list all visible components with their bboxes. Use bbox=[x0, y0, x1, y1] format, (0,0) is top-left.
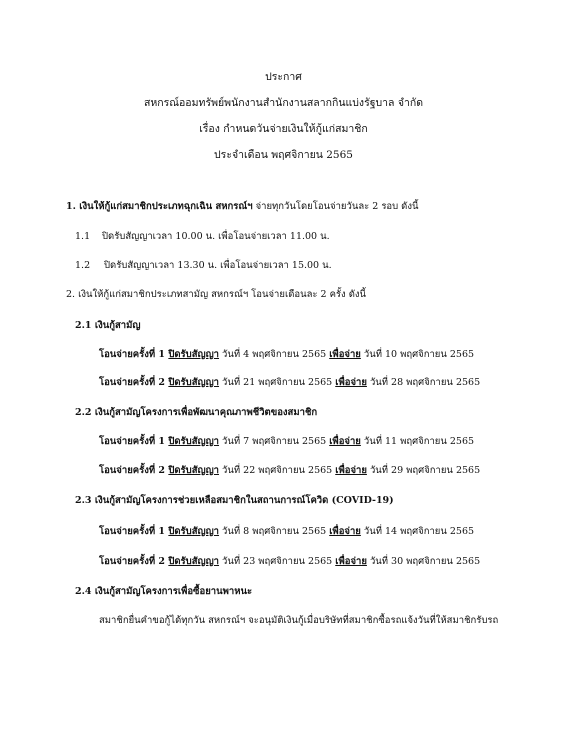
doc-month: ประจำเดือน พฤศจิกายน 2565 bbox=[214, 149, 353, 161]
pay-label: เพื่อจ่าย bbox=[335, 556, 367, 567]
pay-date: วันที่ 28 พฤศจิกายน 2565 bbox=[366, 377, 481, 388]
close-date: วันที่ 8 พฤศจิกายน 2565 bbox=[219, 526, 330, 537]
row-lead: โอนจ่ายครั้งที่ 2 bbox=[99, 556, 169, 567]
section1-item-2-text: ปิดรับสัญญาเวลา 13.30 น. เพื่อโอนจ่ายเวลา 15.00 น. bbox=[104, 260, 332, 271]
doc-title: ประกาศ bbox=[265, 71, 302, 83]
sub3-heading: 2.3 เงินกู้สามัญโครงการช่วยเหลือสมาชิกในสถานการณ์โควิด (COVID-19) bbox=[75, 495, 394, 506]
close-date: วันที่ 23 พฤศจิกายน 2565 bbox=[219, 556, 336, 567]
section1-item-1-text: ปิดรับสัญญาเวลา 10.00 น. เพื่อโอนจ่ายเวลา 11.00 น. bbox=[102, 231, 330, 242]
sub4-text: สมาชิกยื่นคำขอกู้ได้ทุกวัน สหกรณ์ฯ จะอนุมัติเงินกู้เมื่อบริษัทที่สมาชิกซื้อรถแจ้งวันที่ให้สมาชิกรับรถ bbox=[99, 615, 499, 626]
pay-label: เพื่อจ่าย bbox=[335, 465, 367, 476]
close-label: ปิดรับสัญญา bbox=[168, 349, 220, 360]
close-date: วันที่ 22 พฤศจิกายน 2565 bbox=[219, 465, 336, 476]
close-date: วันที่ 21 พฤศจิกายน 2565 bbox=[219, 377, 336, 388]
close-label: ปิดรับสัญญา bbox=[168, 377, 220, 388]
pay-label: เพื่อจ่าย bbox=[335, 377, 367, 388]
section1-heading-rest: จ่ายทุกวันโดยโอนจ่ายวันละ 2 รอบ ดังนี้ bbox=[252, 201, 419, 212]
row-lead: โอนจ่ายครั้งที่ 2 bbox=[99, 377, 169, 388]
sub3-row-2 bbox=[99, 556, 480, 568]
section1-item-2-num: 1.2 bbox=[75, 260, 91, 271]
org-name: สหกรณ์ออมทรัพย์พนักงานสำนักงานสลากกินแบ่งรัฐบาล จำกัด bbox=[143, 97, 424, 109]
close-date: วันที่ 7 พฤศจิกายน 2565 bbox=[219, 436, 330, 447]
pay-label: เพื่อจ่าย bbox=[329, 349, 361, 360]
close-label: ปิดรับสัญญา bbox=[168, 526, 220, 537]
close-label: ปิดรับสัญญา bbox=[168, 436, 220, 447]
sub2-row-2 bbox=[99, 465, 480, 477]
pay-label: เพื่อจ่าย bbox=[329, 436, 361, 447]
doc-subject: เรื่อง กำหนดวันจ่ายเงินให้กู้แก่สมาชิก bbox=[199, 123, 368, 135]
sub1-row-1 bbox=[99, 349, 474, 361]
pay-date: วันที่ 11 พฤศจิกายน 2565 bbox=[360, 436, 475, 447]
close-label: ปิดรับสัญญา bbox=[168, 465, 220, 476]
row-lead: โอนจ่ายครั้งที่ 2 bbox=[99, 465, 169, 476]
row-lead: โอนจ่ายครั้งที่ 1 bbox=[99, 436, 169, 447]
row-lead: โอนจ่ายครั้งที่ 1 bbox=[99, 526, 169, 537]
close-date: วันที่ 4 พฤศจิกายน 2565 bbox=[219, 349, 330, 360]
sub1-heading: 2.1 เงินกู้สามัญ bbox=[75, 320, 141, 331]
section2-heading: 2. เงินให้กู้แก่สมาชิกประเภทสามัญ สหกรณ์ฯ โอนจ่ายเดือนละ 2 ครั้ง ดังนี้ bbox=[66, 289, 366, 300]
sub2-heading: 2.2 เงินกู้สามัญโครงการเพื่อพัฒนาคุณภาพชีวิตของสมาชิก bbox=[75, 407, 318, 418]
sub4-heading: 2.4 เงินกู้สามัญโครงการเพื่อซื้อยานพาหนะ bbox=[75, 586, 253, 597]
section1-item-1-num: 1.1 bbox=[75, 231, 91, 242]
sub3-row-1 bbox=[99, 526, 474, 538]
sub2-row-1 bbox=[99, 436, 474, 448]
section1-heading-bold: 1. เงินให้กู้แก่สมาชิกประเภทฉุกเฉิน สหกรณ์ฯ bbox=[66, 201, 253, 212]
row-lead: โอนจ่ายครั้งที่ 1 bbox=[99, 349, 169, 360]
pay-date: วันที่ 30 พฤศจิกายน 2565 bbox=[366, 556, 481, 567]
pay-date: วันที่ 29 พฤศจิกายน 2565 bbox=[366, 465, 481, 476]
pay-date: วันที่ 10 พฤศจิกายน 2565 bbox=[360, 349, 475, 360]
pay-label: เพื่อจ่าย bbox=[329, 526, 361, 537]
close-label: ปิดรับสัญญา bbox=[168, 556, 220, 567]
pay-date: วันที่ 14 พฤศจิกายน 2565 bbox=[360, 526, 475, 537]
sub1-row-2 bbox=[99, 377, 480, 389]
section1-heading bbox=[66, 201, 418, 213]
